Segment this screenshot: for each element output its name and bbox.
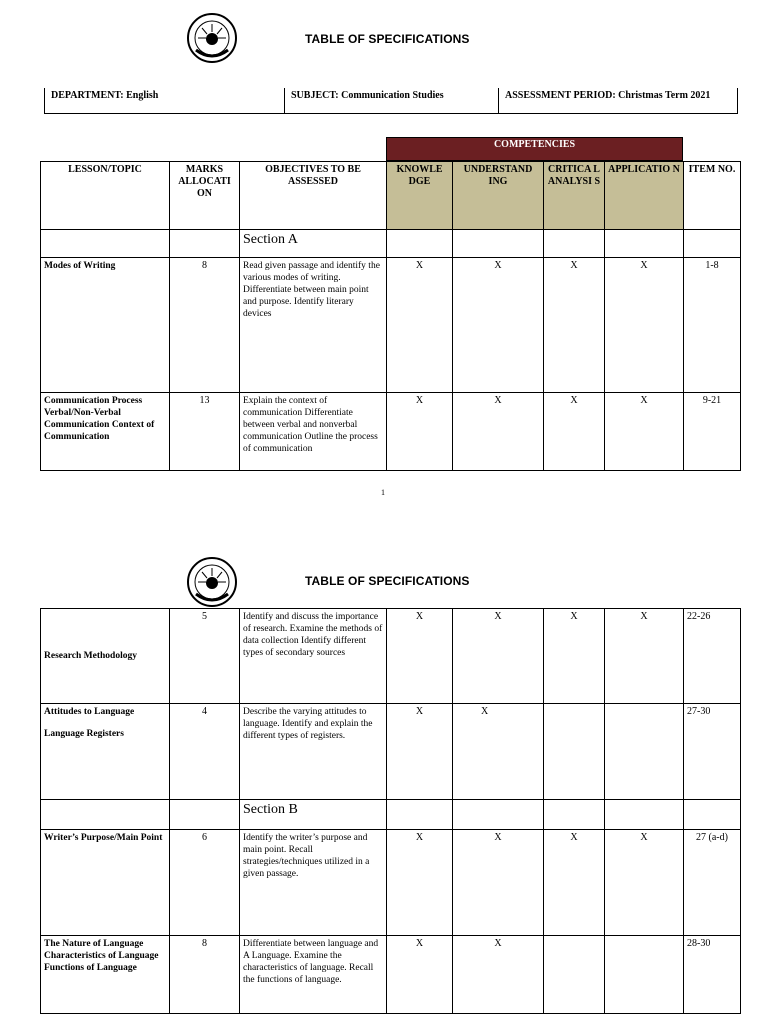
col-item: ITEM NO.	[684, 162, 741, 230]
page-title: TABLE OF SPECIFICATIONS	[305, 32, 470, 46]
col-objectives: OBJECTIVES TO BE ASSESSED	[240, 162, 387, 230]
table-row: Research Methodology 5 Identify and discuss the importance of research. Examine the methods of data collection Identify different types of secondary sources X X X X 22-26	[41, 609, 741, 704]
competencies-header: COMPETENCIES	[386, 137, 683, 161]
page-2	[0, 540, 768, 1024]
header-info	[44, 88, 738, 114]
page-title: TABLE OF SPECIFICATIONS	[305, 574, 470, 588]
section-a-label: Section A	[240, 230, 387, 258]
col-knowledge: KNOWLE DGE	[387, 162, 453, 230]
col-application: APPLICATIO N	[605, 162, 684, 230]
col-lesson: LESSON/TOPIC	[41, 162, 170, 230]
col-marks: MARKS ALLOCATI ON	[170, 162, 240, 230]
table-row: Communication Process Verbal/Non-Verbal Communication Context of Communication 13 Explain the context of communication Differentiate between verbal and nonverbal communication Outline the process of communication X X X X 9-21	[41, 393, 741, 471]
specs-table-continued	[40, 608, 741, 1014]
col-understanding: UNDERSTAND ING	[453, 162, 544, 230]
page-1	[0, 0, 768, 500]
specs-table	[40, 161, 741, 471]
department-label: DEPARTMENT: English	[44, 88, 284, 114]
period-label: ASSESSMENT PERIOD: Christmas Term 2021	[498, 88, 738, 114]
table-row: Modes of Writing 8 Read given passage and identify the various modes of writing. Differentiate between main point and purpose. Identify literary devices X X X X 1-8	[41, 258, 741, 393]
section-b-label: Section B	[240, 800, 387, 830]
table-row: The Nature of Language Characteristics of Language Functions of Language 8 Differentiate between language and A Language. Examine the characteristics of language. Recall the functions of language. X X 28-30	[41, 936, 741, 1014]
table-row: Writer’s Purpose/Main Point 6 Identify the writer’s purpose and main point. Recall strategies/techniques utilized in a given passage. X X X X 27 (a-d)	[41, 830, 741, 936]
page-number: 1	[381, 488, 385, 497]
school-crest-icon	[186, 556, 238, 608]
subject-label: SUBJECT: Communication Studies	[284, 88, 498, 114]
table-row: Attitudes to Language Language Registers 4 Describe the varying attitudes to language. Identify and explain the different types of registers. X X 27-30	[41, 704, 741, 800]
school-crest-icon	[186, 12, 238, 64]
col-critical: CRITICA L ANALYSI S	[544, 162, 605, 230]
